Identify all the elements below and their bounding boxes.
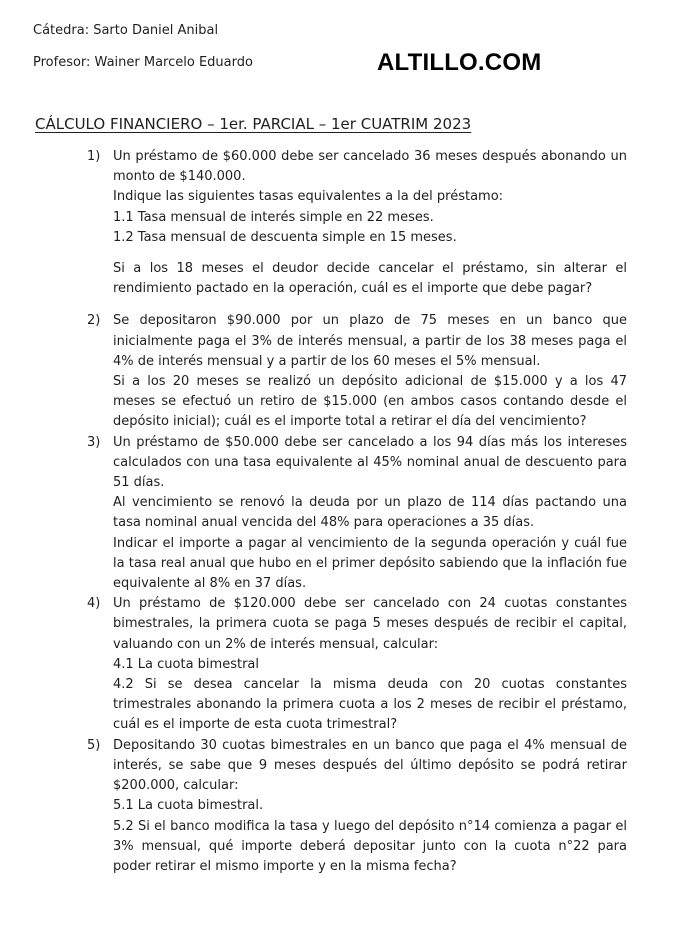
question-content — [113, 594, 627, 735]
question-paragraph: Un préstamo de $120.000 debe ser cancelado con 24 cuotas constantes bimestrales, la primera cuota se paga 5 meses después de recibir el capital, valuando con un 2% de interés mensual, calcular: — [113, 596, 627, 652]
question-paragraph: Si a los 20 meses se realizó un depósito adicional de $15.000 y a los 47 meses se efectuó un retiro de $15.000 (en ambos casos contando desde el depósito inicial); cuál es el importe total a retirar el día del vencimiento? — [113, 374, 627, 430]
question-number: 3) — [87, 434, 101, 450]
question-content — [113, 311, 627, 432]
questions-list — [87, 147, 627, 877]
question-paragraph: Indicar el importe a pagar al vencimiento de la segunda operación y cuál fue la tasa real anual que hubo en el primer depósito sabiendo que la inflación fue equivalente al 8% en 37 días. — [113, 535, 627, 592]
question-content — [113, 147, 627, 299]
question-paragraph: Depositando 30 cuotas bimestrales en un banco que paga el 4% mensual de interés, se sabe que 9 meses después del último depósito se podrá retirar $200.000, calcular: — [113, 737, 627, 794]
question-paragraph: Si a los 18 meses el deudor decide cancelar el préstamo, sin alterar el rendimiento pactado en la operación, cuál es el importe que debe pagar? — [113, 261, 627, 297]
question-1 — [87, 147, 627, 299]
question-number: 5) — [87, 737, 101, 753]
profesor-line: Profesor: Wainer Marcelo Eduardo — [33, 55, 253, 70]
question-content — [113, 736, 627, 877]
question-number: 1) — [87, 149, 101, 164]
question-paragraph: 5.2 Si el banco modifica la tasa y luego del depósito n°14 comienza a pagar el 3% mensual, qué importe deberá depositar junto con la cuota n°22 para poder retirar el mismo importe y en la misma fecha? — [113, 818, 627, 874]
question-paragraph: 1.2 Tasa mensual de descuenta simple en 15 meses. — [113, 229, 457, 245]
question-number: 4) — [87, 596, 101, 612]
question-paragraph: Indique las siguientes tasas equivalentes a la del préstamo: — [113, 189, 504, 205]
question-paragraph: 4.2 Si se desea cancelar la misma deuda con 20 cuotas constantes trimestrales abonando la primera cuota a los 2 meses de recibir el préstamo, cuál es el importe de esta cuota trimestral? — [113, 677, 627, 733]
question-paragraph: 5.1 La cuota bimestral. — [113, 798, 264, 814]
question-number: 2) — [87, 313, 101, 329]
question-paragraph: Un préstamo de $60.000 debe ser cancelado 36 meses después abonando un monto de $140.000. — [113, 149, 627, 185]
question-4 — [87, 594, 627, 735]
question-paragraph: 4.1 La cuota bimestral — [113, 656, 260, 672]
brand-logo-text: ALTILLO.COM — [377, 49, 542, 76]
question-2 — [87, 311, 627, 432]
question-paragraph: Un préstamo de $50.000 debe ser cancelado a los 94 días más los intereses calculados con una tasa equivalente al 45% nominal anual de descuento para 51 días. — [113, 434, 627, 491]
question-paragraph: Se depositaron $90.000 por un plazo de 75 meses en un banco que inicialmente paga el 3% de interés mensual, a partir de los 38 meses paga el 4% de interés mensual y a partir de los 60 meses el 5% mensual. — [113, 313, 627, 369]
question-content — [113, 433, 627, 595]
catedra-line: Cátedra: Sarto Daniel Anibal — [33, 23, 219, 38]
question-paragraph: Al vencimiento se renovó la deuda por un plazo de 114 días pactando una tasa nominal anual vencida del 48% para operaciones a 35 días. — [113, 495, 627, 531]
question-3 — [87, 433, 627, 595]
question-paragraph: 1.1 Tasa mensual de interés simple en 22 meses. — [113, 209, 434, 225]
exam-title: CÁLCULO FINANCIERO – 1er. PARCIAL – 1er CUATRIM 2023 — [35, 115, 472, 133]
question-5 — [87, 736, 627, 877]
